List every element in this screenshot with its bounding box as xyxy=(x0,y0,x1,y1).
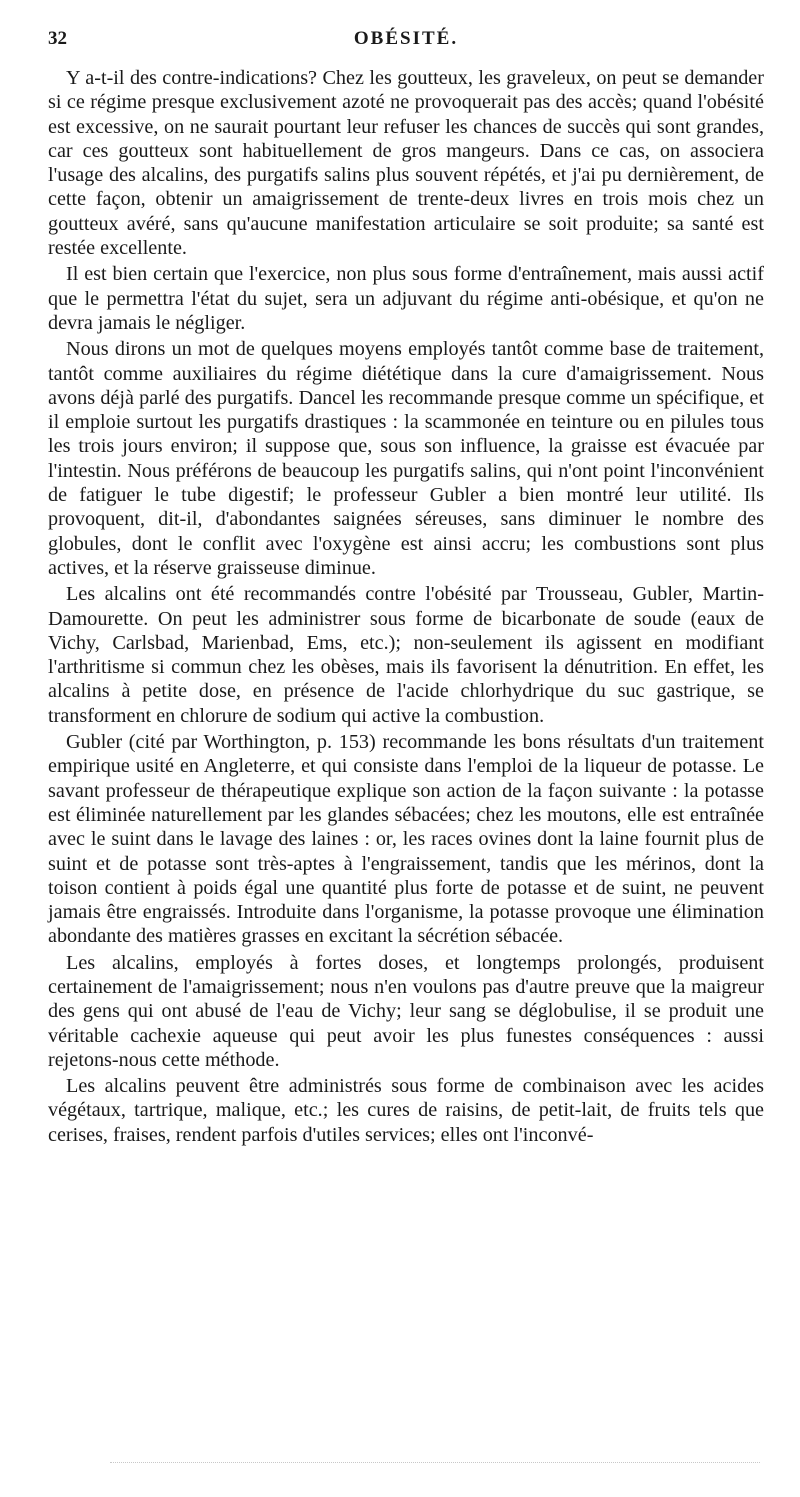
body-text xyxy=(48,66,764,1149)
paragraph-alkalines: Les alcalins ont été recommandés contre l'obésité par Trousseau, Gubler, Martin-Damourette. On peut les administrer sous forme de bicarbonate de soude (eaux de Vichy, Carlsbad, Marienbad, Ems, etc.); non-seulement ils agissent en modifiant l'arthritisme si commun chez les obèses, mais ils favorisent la dénutrition. En effet, les alcalins à petite dose, en présence de l'acide chlorhydrique du suc gastrique, se transforment en chlorure de sodium qui active la combustion. xyxy=(48,583,764,727)
paragraph-purgatives: Nous dirons un mot de quelques moyens employés tantôt comme base de traitement, tantôt comme auxiliaires du régime diététique dans la cure d'amaigrissement. Nous avons déjà parlé des purgatifs. Dancel les recommande presque comme un spécifique, et il emploie surtout les purgatifs drastiques : la scammonée en teinture ou en pilules tous les trois jours environ; il suppose que, sous son influence, la graisse est évacuée par l'intestin. Nous préférons de beaucoup les purgatifs salins, qui n'ont point l'inconvénient de fatiguer le tube digestif; le professeur Gubler a bien montré leur utilité. Ils provoquent, dit-il, d'abondantes saignées séreuses, sans diminuer le nombre des globules, dont le conflit avec l'oxygène est ainsi accru; les combustions sont plus actives, et la réserve graisseuse diminue. xyxy=(48,338,764,579)
footer-rule xyxy=(110,1462,760,1463)
page-header xyxy=(48,28,764,58)
paragraph-contraindications: Y a-t-il des contre-indications? Chez les goutteux, les graveleux, on peut se demander si ce régime presque exclusivement azoté ne provoquerait pas des accès; quand l'obésité est excessive, on ne saurait pourtant leur refuser les chances de succès qui sont grandes, car ces goutteux sont habituellement de gros mangeurs. Dans ce cas, on associera l'usage des alcalins, des purgatifs salins plus souvent répétés, et j'ai pu dernièrement, de cette façon, obtenir un amaigrissement de trente-deux livres en trois mois chez un goutteux avéré, sans qu'aucune manifestation articulaire se soit produite; sa santé est restée excellente. xyxy=(48,67,764,260)
paragraph-high-doses: Les alcalins, employés à fortes doses, et longtemps prolongés, produisent certainement de l'amaigrissement; nous n'en voulons pas d'autre preuve que la maigreur des gens qui ont abusé de l'eau de Vichy; leur sang se déglobulise, il se produit une véritable cachexie aqueuse qui peut avoir les plus funestes conséquences : aussi rejetons-nous cette méthode. xyxy=(48,951,764,1071)
paragraph-exercise: Il est bien certain que l'exercice, non plus sous forme d'entraînement, mais aussi actif que le permettra l'état du sujet, sera un adjuvant du régime anti-obésique, et qu'on ne devra jamais le négliger. xyxy=(48,263,764,334)
page-number: 32 xyxy=(48,28,67,49)
paragraph-potash: Gubler (cité par Worthington, p. 153) recommande les bons résultats d'un traitement empirique usité en Angleterre, et qui consiste dans l'emploi de la liqueur de potasse. Le savant professeur de thérapeutique explique son action de la façon suivante : la potasse est éliminée naturellement par les glandes sébacées; chez les moutons, elle est entraînée avec le suint dans le lavage des laines : or, les races ovines dont la laine fournit plus de suint et de potasse sont très-aptes à l'engraissement, tandis que les mérinos, dont la toison contient à poids égal une quantité plus forte de potasse et de suint, ne peuvent jamais être engraissés. Introduite dans l'organisme, la potasse provoque une élimination abondante des matières grasses en excitant la sécrétion sébacée. xyxy=(48,731,764,948)
running-title: OBÉSITÉ. xyxy=(353,28,459,49)
paragraph-vegetable-acids: Les alcalins peuvent être administrés sous forme de combinaison avec les acides végétaux, tartrique, malique, etc.; les cures de raisins, de petit-lait, de fruits tels que cerises, fraises, rendent parfois d'utiles services; elles ont l'inconvé- xyxy=(48,1075,764,1146)
